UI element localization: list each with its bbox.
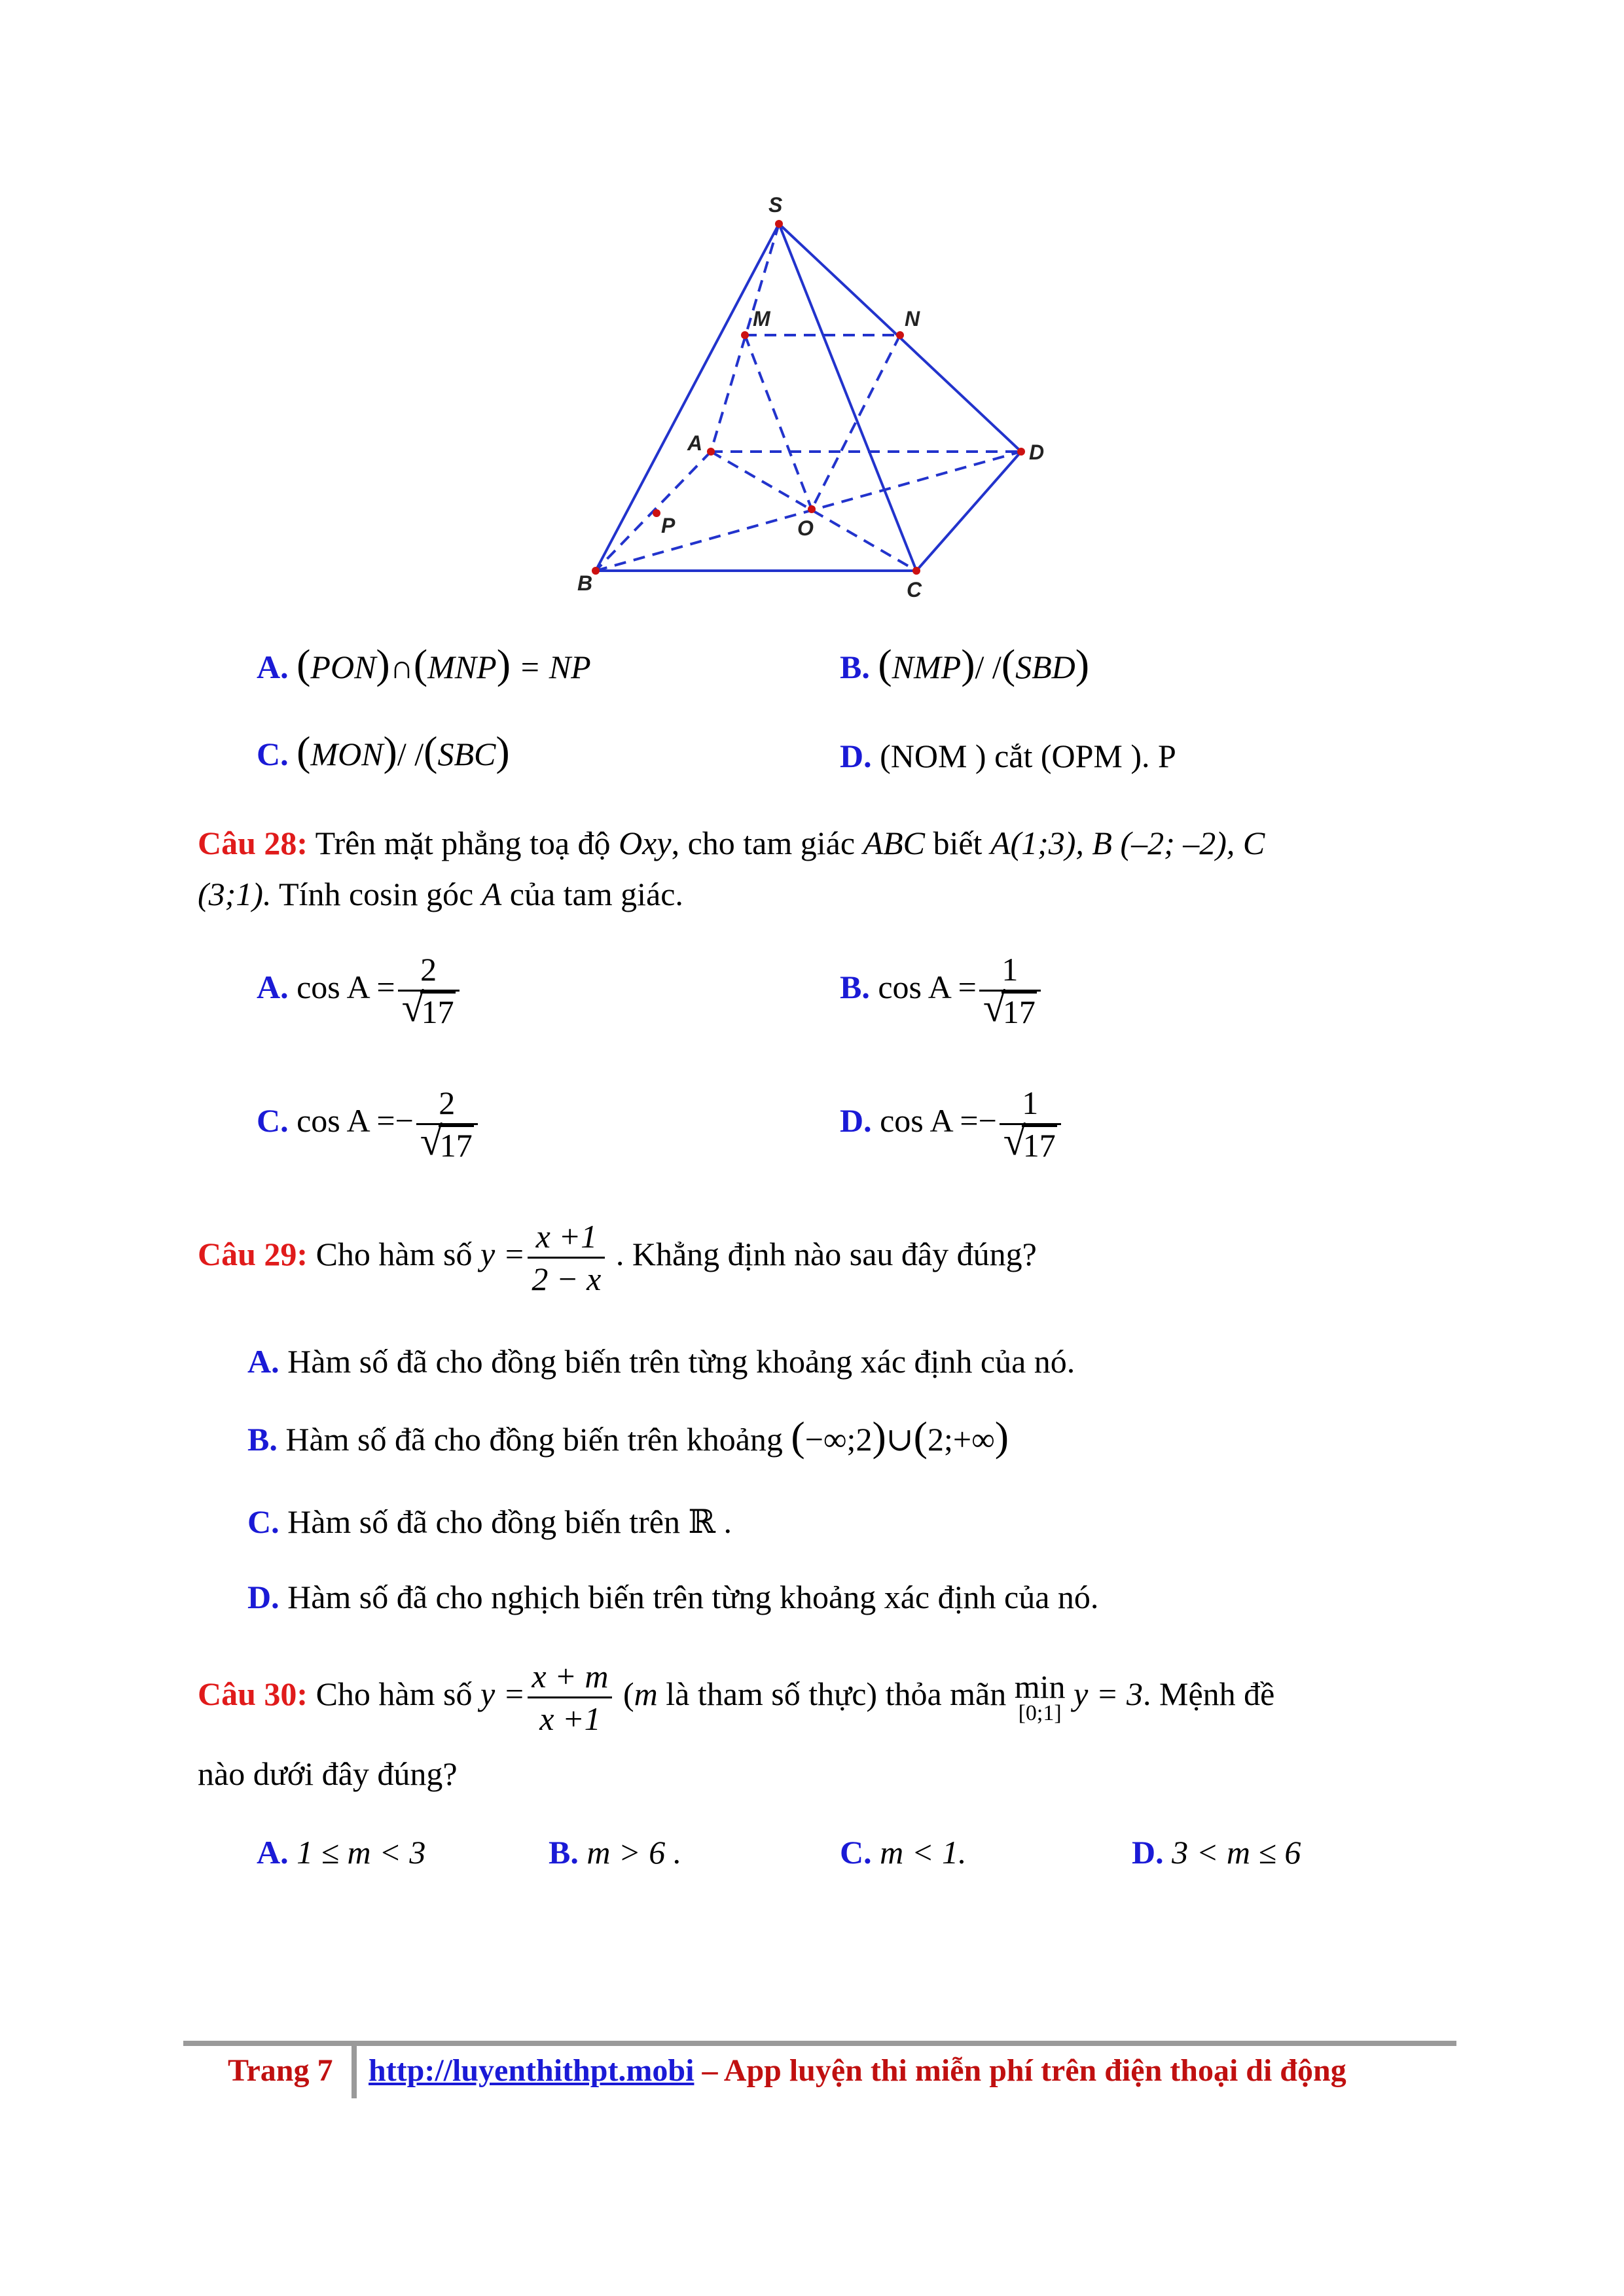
- q30-stem-line2: nào dưới đây đúng?: [198, 1755, 458, 1792]
- label-P: P: [661, 514, 676, 537]
- point-M: [741, 331, 749, 339]
- q28-option-d[interactable]: D. cos A =− 1 √ 17: [840, 1083, 1064, 1166]
- edge-NO: [812, 335, 900, 509]
- label-S: S: [768, 193, 783, 217]
- footer-rule: [183, 2041, 1456, 2046]
- q30-stem-line1: Câu 30: Cho hàm số y = $\frac{x + m}{x +1}$ (m là tham số thực) thỏa mãn min [0;1] y = 3. Mệnh đề: [198, 1656, 1274, 1739]
- q29-option-c[interactable]: C. Hàm số đã cho đồng biến trên ℝ .: [247, 1503, 732, 1540]
- q28-option-b[interactable]: B. cos A = 1 √ 17: [840, 949, 1043, 1032]
- footer-page-number: Trang 7: [228, 2053, 333, 2088]
- point-B: [592, 567, 600, 575]
- label-C: C: [907, 578, 922, 601]
- q27-option-d[interactable]: D. (NOM ) cắt (OPM ). P: [840, 738, 1176, 774]
- edge-SB: [596, 224, 779, 571]
- point-A: [707, 448, 715, 456]
- edge-MO: [745, 335, 812, 509]
- q30-option-d[interactable]: D. 3 < m ≤ 6: [1132, 1834, 1301, 1871]
- q30-option-b[interactable]: B. m > 6 .: [549, 1834, 682, 1871]
- label-B: B: [577, 571, 593, 595]
- q28-option-a[interactable]: A. cos A = 2 √ 17: [257, 949, 462, 1032]
- label-D: D: [1029, 440, 1045, 464]
- label-A: A: [687, 431, 703, 455]
- q28-stem-line2: (3;1). Tính cosin góc A của tam giác.: [198, 876, 683, 912]
- pyramid-figure: [563, 190, 1100, 609]
- q28-stem-line1: Câu 28: Trên mặt phẳng toạ độ Oxy, cho tam giác ABC biết A(1;3), B (–2; –2), C: [198, 825, 1265, 861]
- footer-url-link[interactable]: http://luyenthithpt.mobi: [369, 2053, 695, 2088]
- q29-stem: Câu 29: Cho hàm số y = $\frac{x +1}{2 - x}$ . Khẳng định nào sau đây đúng?: [198, 1216, 1037, 1299]
- q28-option-c[interactable]: C. cos A =− 2 √ 17: [257, 1083, 480, 1166]
- label-N: N: [905, 307, 920, 331]
- q27-option-a[interactable]: A. (PON)∩(MNP) = NP: [257, 641, 591, 687]
- point-O: [808, 505, 816, 513]
- q30-option-a[interactable]: A. 1 ≤ m < 3: [257, 1834, 426, 1871]
- q30-option-c[interactable]: C. m < 1.: [840, 1834, 967, 1871]
- footer-text: http://luyenthithpt.mobi – App luyện thi miễn phí trên điện thoại di động: [369, 2053, 1346, 2088]
- q27-option-b[interactable]: B. (NMP)/ /(SBD): [840, 641, 1090, 687]
- point-C: [912, 567, 920, 575]
- q29-option-a[interactable]: A. Hàm số đã cho đồng biến trên từng khoảng xác định của nó.: [247, 1343, 1075, 1380]
- point-D: [1017, 448, 1025, 456]
- q27-option-c[interactable]: C. (MON)/ /(SBC): [257, 728, 510, 774]
- label-O: O: [797, 516, 814, 540]
- q29-option-b[interactable]: B. Hàm số đã cho đồng biến trên khoảng (−∞;2)∪(2;+∞): [247, 1413, 1009, 1460]
- footer-separator: [352, 2045, 357, 2098]
- point-S: [775, 220, 783, 228]
- point-N: [896, 331, 904, 339]
- point-P: [653, 509, 660, 517]
- label-M: M: [753, 307, 770, 331]
- q29-option-d[interactable]: D. Hàm số đã cho nghịch biến trên từng khoảng xác định của nó.: [247, 1579, 1099, 1615]
- edge-CD: [916, 452, 1021, 571]
